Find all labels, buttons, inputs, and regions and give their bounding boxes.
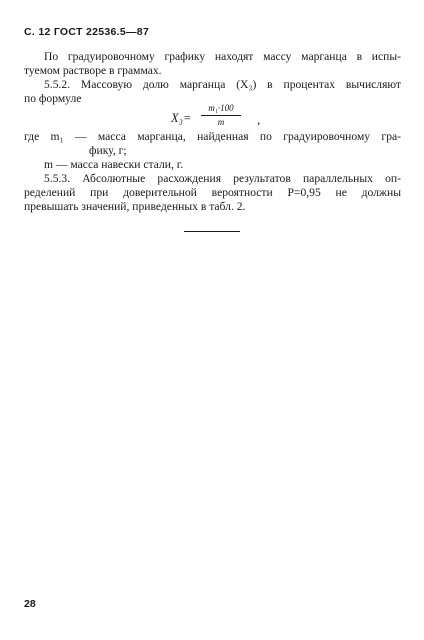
text-line: ределений при доверительной вероятности P=0,95 не должны <box>24 186 401 199</box>
section-divider <box>184 231 240 232</box>
formula-lhs: X₃= <box>171 111 192 125</box>
text-line: m — масса навески стали, г. <box>44 158 184 171</box>
text-line: превышать значений, приведенных в табл. 2. <box>24 200 246 213</box>
text-line: туемом растворе в граммах. <box>24 64 162 77</box>
page-header: С. 12 ГОСТ 22536.5—87 <box>24 26 150 38</box>
formula-numerator: m₁·100 <box>208 103 234 113</box>
text-line: По градуировочному графику находят массу марганца в испы- <box>44 50 401 63</box>
formula-comma: , <box>257 112 261 127</box>
text-line: по формуле <box>24 92 82 105</box>
text-line: фику, г; <box>89 144 127 157</box>
formula-denominator: m <box>217 117 225 127</box>
fraction-bar <box>201 115 241 116</box>
text-line: 5.5.3. Абсолютные расхождения результатов параллельных оп- <box>44 172 401 185</box>
formula <box>171 103 281 129</box>
page-number: 28 <box>24 598 36 610</box>
text-line: где m₁ — масса марганца, найденная по градуировочному гра- <box>24 130 401 143</box>
text-line: 5.5.2. Массовую долю марганца (X₃) в процентах вычисляют <box>44 78 401 91</box>
